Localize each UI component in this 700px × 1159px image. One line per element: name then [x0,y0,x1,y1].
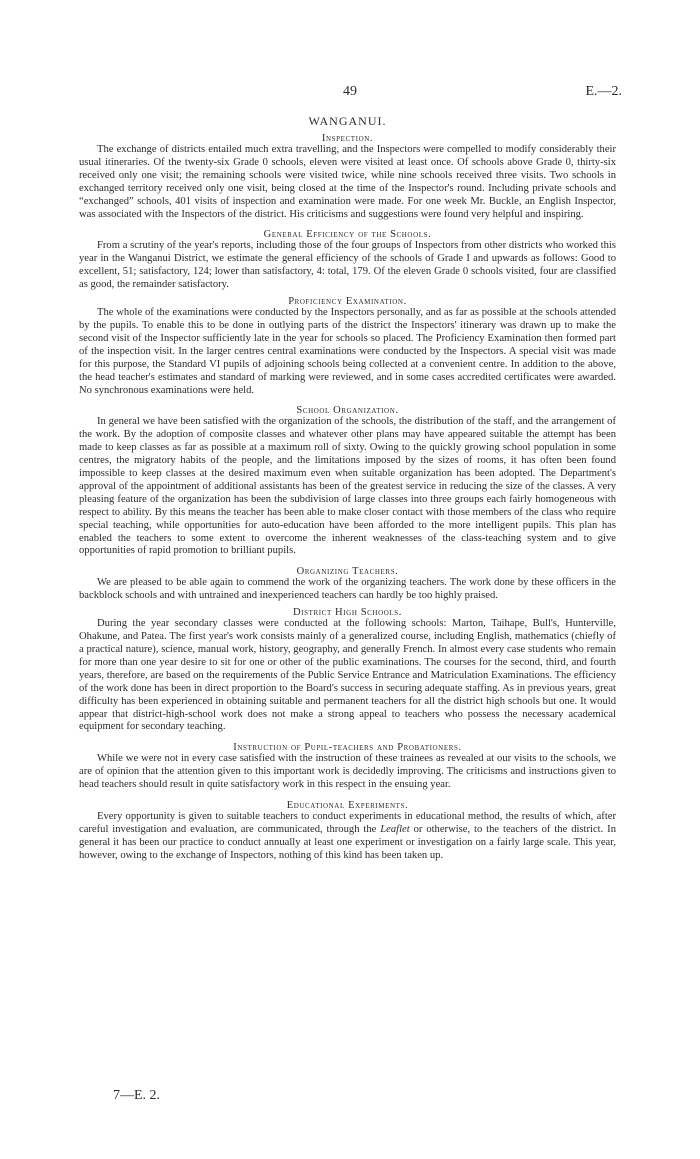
section-heading-organizing-teachers: Organizing Teachers. [296,566,399,578]
paragraph-school-organization: In general we have been satisfied with the organization of the schools, the distribution of the staff, and the arrangement of the work. By the adoption of composite classes and whatever other plans may have appeared suitable the attempt has been made to keep classes as far as possible at a maximum roll of sixty. Owing to the quickly growing school population in some centres, the migratory habits of the people, and the limitations imposed by the sizes of rooms, it has often been found impossible to keep classes at the desired maximum even when suitable organization has been adopted. The Department's approval of the appointment of additional assistants has been of the greatest service in reducing the size of the classes. A very pleasing feature of the organization has been the subdivision of large classes into three groups each fairly homogeneous with respect to ability. By this means the teacher has been able to make closer contact with those members of the class who require special teaching, while opportunities for auto-education have been afforded to the more intelligent pupils. This plan has enabled the teachers to some extent to overcome the inherent weaknesses of the class-teaching system and to give opportunities of rapid promotion to brilliant pupils. [79,416,616,557]
section-heading-pupil-teachers: Instruction of Pupil-teachers and Probationers. [233,742,462,754]
paragraph-general-efficiency: From a scrutiny of the year's reports, including those of the four groups of Inspectors from other districts who worked this year in the Wanganui District, we estimate the general efficiency of the schools of Grade I and upwards as follows: Good to excellent, 51; satisfactory, 124; lower than satisfactory, 4: total, 179. Of the eleven Grade 0 schools visited, four are classified as good, the remainder satisfactory. [79,240,616,291]
section-heading-district-high-schools: District High Schools. [293,607,402,619]
leaflet-title: Leaflet [380,823,410,835]
paragraph-inspection: The exchange of districts entailed much extra travelling, and the Inspectors were compelled to modify considerably their usual itineraries. Of the twenty-six Grade 0 schools, eleven were visited at least once. Of schools above Grade 0, thirty-six received only one visit; the remaining schools were visited twice, while nine schools received three visits. Two schools in exchanged territory received only one visit, being closed at the time of the Inspector's round. Including private schools and “exchanged” schools, 401 visits of inspection and examination were made. For one week Mr. Buckle, an English Inspector, was associated with the Inspectors of the district. His criticisms and suggestions were found very helpful and inspiring. [79,144,616,220]
paragraph-organizing-teachers: We are pleased to be able again to commend the work of the organizing teachers. The work done by these officers in the backblock schools and with untrained and inexperienced teachers can hardly be too highly praised. [79,577,616,602]
report-code: E.—2. [585,84,622,99]
section-heading-general-efficiency: General Efficiency of the Schools. [263,229,432,241]
paragraph-proficiency-examination: The whole of the examinations were conducted by the Inspectors personally, and as far as possible at the schools attended by the pupils. To enable this to be done in outlying parts of the district the Inspectors' itinerary was drawn up to make the second visit of the Inspector sufficiently late in the year for schools so placed. The Proficiency Examination then formed part of the inspection visit. In the larger centres central examinations were conducted by the Inspectors. A special visit was made for this purpose, the Standard VI pupils of adjoining schools being collected at a convenient centre. In addition to the above, the head teacher's estimates and standard of marking were reviewed, and in some cases accredited certificates were awarded. No synchronous examinations were held. [79,307,616,396]
section-heading-proficiency-examination: Proficiency Examination. [288,296,407,308]
section-heading-inspection: Inspection. [321,133,374,144]
page-number: 49 [343,84,357,99]
paragraph-text-part: Every opportunity is given to suitable teachers to conduct experiments in educational method, the results of which, after careful investigation and evaluation, are communicated, through the [79,811,616,835]
paragraph-text-part: or otherwise, to the teachers of the district. In general it has been our practice to conduct annually at least one experiment or investigation on a fairly large scale. This year, however, owing to the exchange of Inspectors, nothing of this kind has been taken up. [79,823,616,861]
paragraph-pupil-teachers: While we were not in every case satisfied with the instruction of these trainees as revealed at our visits to the schools, we are of opinion that the attention given to this important work is decidedly improving. The criticisms and instructions given to head teachers should result in quite satisfactory work in this respect in the ensuing year. [79,753,616,791]
page-content [79,114,616,863]
footer-signature-code: 7—E. 2. [113,1088,161,1103]
district-title: WANGANUI. [308,114,387,128]
section-heading-educational-experiments: Educational Experiments. [286,800,409,812]
section-heading-school-organization: School Organization. [296,405,399,417]
paragraph-district-high-schools: During the year secondary classes were conducted at the following schools: Marton, Taihape, Bull's, Hunterville, Ohakune, and Patea. The first year's work consists mainly of a generalized course, including English, mathematics (chiefly of a practical nature), science, manual work, history, geography, and generally French. In almost every case students who remain for more than one year desire to sit for one or other of the public examinations. The courses for the second, third, and fourth years, therefore, are based on the requirements of the Public Service Entrance and Matriculation Examinations. The efficiency of the work done has been in direct proportion to the Board's success in securing adequate staffing. As in previous years, great difficulty has been experienced in obtaining suitable and permanent teachers for all the district high schools but one. It would appear that district-high-school work does not make a strong appeal to teachers who possess the necessary academical equipment for secondary teaching. [79,618,616,733]
paragraph-educational-experiments [79,811,616,863]
